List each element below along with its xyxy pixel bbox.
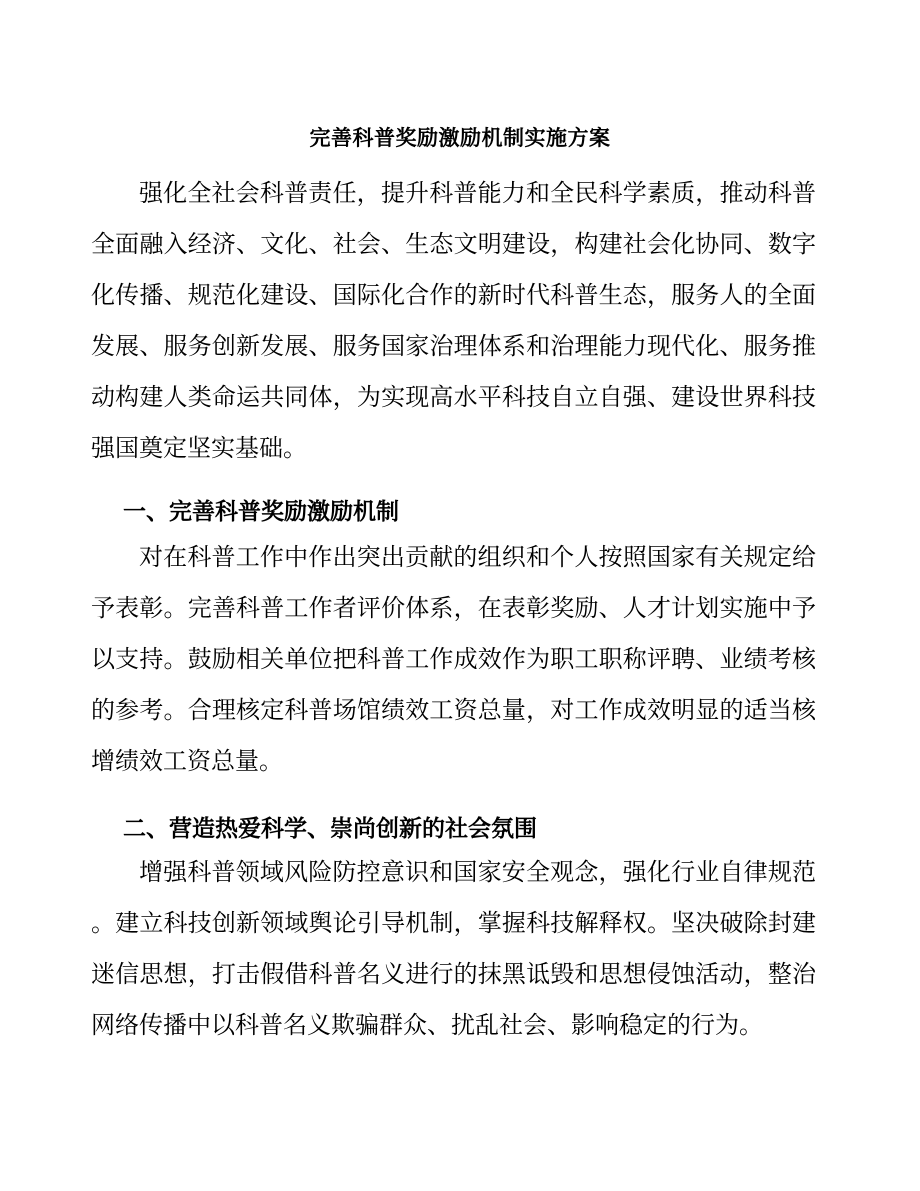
paragraph-line: 动构建人类命运共同体，为实现高水平科技自立自强、建设世界科技 (91, 383, 816, 411)
paragraph-line: 全面融入经济、文化、社会、生态文明建设，构建社会化协同、数字 (91, 230, 816, 258)
paragraph-line: 的参考。合理核定科普场馆绩效工资总量，对工作成效明显的适当核 (91, 696, 816, 724)
paragraph-line: 增绩效工资总量。 (91, 747, 283, 775)
paragraph-line: 以支持。鼓励相关单位把科普工作成效作为职工职称评聘、业绩考核 (91, 645, 816, 673)
paragraph-line: 发展、服务创新发展、服务国家治理体系和治理能力现代化、服务推 (91, 332, 816, 360)
section-heading-2: 二、营造热爱科学、崇尚创新的社会氛围 (123, 815, 537, 842)
paragraph-line: 迷信思想，打击假借科普名义进行的抹黑诋毁和思想侵蚀活动，整治 (91, 960, 816, 988)
paragraph-line: 对在科普工作中作出突出贡献的组织和个人按照国家有关规定给 (139, 543, 816, 571)
intro-paragraph (91, 168, 816, 474)
paragraph-line: 予表彰。完善科普工作者评价体系，在表彰奖励、人才计划实施中予 (91, 594, 816, 622)
section-2-paragraph (91, 847, 816, 1051)
document-title: 完善科普奖励激励机制实施方案 (309, 125, 611, 150)
section-1-paragraph (91, 532, 816, 787)
paragraph-line: 强化全社会科普责任，提升科普能力和全民科学素质，推动科普 (139, 179, 816, 207)
paragraph-line: 强国奠定坚实基础。 (91, 434, 307, 462)
paragraph-line: 网络传播中以科普名义欺骗群众、扰乱社会、影响稳定的行为。 (91, 1011, 763, 1039)
section-heading-1: 一、完善科普奖励激励机制 (123, 498, 399, 525)
paragraph-line: 增强科普领域风险防控意识和国家安全观念，强化行业自律规范 (139, 858, 816, 886)
paragraph-line: 。建立科技创新领域舆论引导机制，掌握科技解释权。坚决破除封建 (91, 909, 816, 937)
paragraph-line: 化传播、规范化建设、国际化合作的新时代科普生态，服务人的全面 (91, 281, 816, 309)
